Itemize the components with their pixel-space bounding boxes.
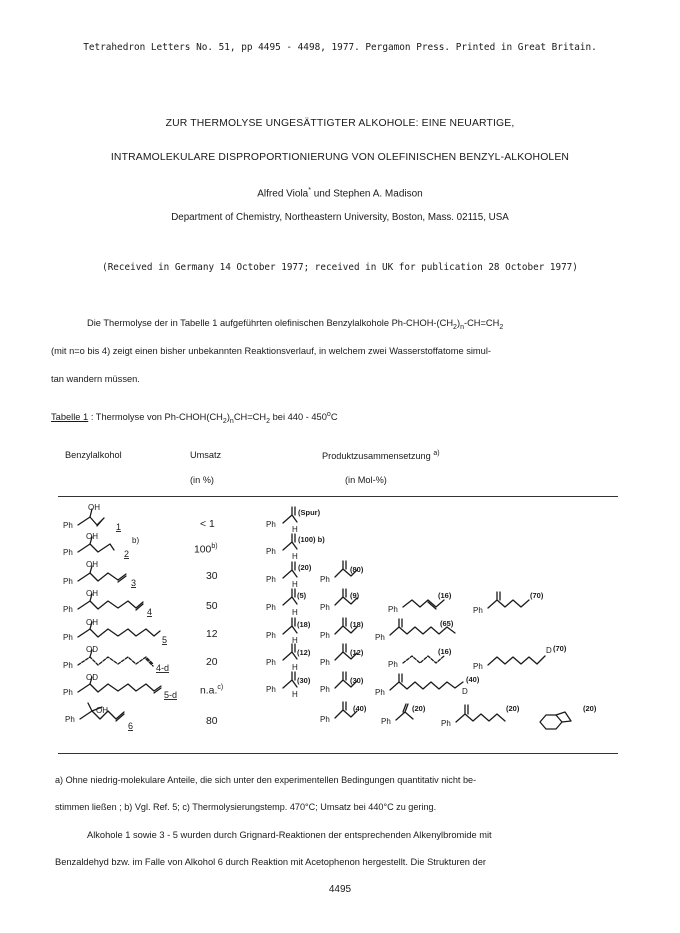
product-enone-row4 <box>488 592 529 608</box>
svg-text:Ph: Ph <box>320 603 330 612</box>
svg-text:H: H <box>292 580 298 589</box>
svg-text:Ph: Ph <box>375 633 385 642</box>
svg-text:Ph: Ph <box>266 547 276 556</box>
svg-text:H: H <box>292 608 298 617</box>
compound-number-2: 2 <box>124 549 130 559</box>
svg-text:Ph: Ph <box>388 605 398 614</box>
umsatz-5: 12 <box>206 629 218 640</box>
svg-text:Ph: Ph <box>266 575 276 584</box>
ph-label: Ph <box>63 521 73 530</box>
intro-line-2: (mit n=o bis 4) zeigt einen bisher unbekannten Reaktionsverlauf, in welchem zwei Wasserstoffatome simul- <box>51 346 491 356</box>
col-benzylalkohol: Benzylalkohol <box>65 450 122 460</box>
ph-label: Ph <box>63 548 73 557</box>
intro-line-1: Die Thermolyse der in Tabelle 1 aufgeführten olefinischen Benzylalkohole $Ph-CHOH-(CH_2)_n-CH=CH_2$ <box>87 318 504 331</box>
product-diene-row8 <box>456 705 505 722</box>
product-benzaldehyde-row4 <box>283 589 297 605</box>
col-umsatz-unit: (in %) <box>190 475 214 485</box>
journal-header: Tetrahedron Letters No. 51, pp 4495 - 4498, 1977. Pergamon Press. Printed in Great Britain. <box>83 42 597 53</box>
svg-text:Ph: Ph <box>320 715 330 724</box>
svg-text:Ph: Ph <box>266 631 276 640</box>
svg-text:D: D <box>546 646 552 655</box>
oh-label: OH <box>96 706 108 715</box>
umsatz-4d: 20 <box>206 657 218 668</box>
product-pct: (40) <box>353 704 367 713</box>
product-pct: (20) <box>298 563 312 572</box>
product-pct: (70) <box>553 644 567 653</box>
col-produkt: Produktzusammensetzung $^{a)}$ <box>322 450 440 462</box>
product-pct: (12) <box>297 648 311 657</box>
product-pct: (18) <box>350 620 364 629</box>
product-indane-row8 <box>540 712 571 729</box>
oh-label: OH <box>86 589 98 598</box>
svg-text:Ph: Ph <box>266 658 276 667</box>
product-pct: (16) <box>438 647 452 656</box>
ph-label: Ph <box>63 688 73 697</box>
product-pct: (70) <box>530 591 544 600</box>
svg-text:Ph: Ph <box>441 719 451 728</box>
product-pct: (9) <box>350 591 360 600</box>
corresponding-mark: * <box>308 187 311 194</box>
col-produkt-unit: (in Mol-%) <box>345 475 387 485</box>
ph-label: Ph <box>65 715 75 724</box>
closing-line-1: Alkohole 1 sowie 3 - 5 wurden durch Grignard-Reaktionen der entsprechenden Alkenylbromide mit <box>87 830 492 840</box>
page-number: 4495 <box>328 884 352 895</box>
product-diene-row4 <box>403 600 444 609</box>
product-benzaldehyde-row2 <box>283 534 297 550</box>
product-pct: (65) <box>440 619 454 628</box>
svg-text:D: D <box>462 687 468 696</box>
product-enone-row7 <box>390 674 463 690</box>
product-benzaldehyde-row7 <box>283 672 297 688</box>
compound-number-5: 5 <box>162 635 168 645</box>
umsatz-1: < 1 <box>200 519 215 530</box>
table-caption: Tabelle 1 : Thermolyse von $Ph-CHOH(CH_2)_nCH=CH_2$ bei 440 - 450$^o$C <box>51 411 338 425</box>
footnote-line-2: stimmen ließen ; b) Vgl. Ref. 5; c) Thermolysierungstemp. 470°C; Umsatz bei 440°C zu gering. <box>55 802 437 812</box>
footnote-line-1: a) Ohne niedrig-molekulare Anteile, die sich unter den experimentellen Bedingungen quantitativ nicht be- <box>55 775 477 785</box>
umsatz-4: 50 <box>206 601 218 612</box>
product-alkene-row8 <box>396 704 413 720</box>
svg-text:H: H <box>292 690 298 699</box>
umsatz-3: 30 <box>206 571 218 582</box>
svg-text:Ph: Ph <box>381 717 391 726</box>
compound-number-3: 3 <box>131 578 137 588</box>
product-pct: (20) <box>412 704 426 713</box>
oh-label: OH <box>86 618 98 627</box>
intro-line-3: tan wandern müssen. <box>51 374 140 384</box>
product-benzaldehyde-row6 <box>283 644 297 660</box>
svg-text:Ph: Ph <box>266 520 276 529</box>
compound-number-6: 6 <box>128 721 134 731</box>
product-enone-row6 <box>488 656 545 665</box>
product-pct: (30) <box>350 676 364 685</box>
product-pct: (100) b) <box>298 535 325 544</box>
oh-label: OH <box>86 532 98 541</box>
od-label: OD <box>86 673 98 682</box>
oh-label: OH <box>86 560 98 569</box>
ph-label: Ph <box>63 661 73 670</box>
compound-number-4: 4 <box>147 607 153 617</box>
product-pct: (20) <box>506 704 520 713</box>
product-benzaldehyde-row1 <box>283 507 297 523</box>
umsatz-6: 80 <box>206 716 218 727</box>
oh-label: OH <box>88 503 100 512</box>
compound-2-note: b) <box>132 536 140 545</box>
od-label: OD <box>86 645 98 654</box>
table-label: Tabelle 1 <box>51 412 89 423</box>
received-dates: (Received in Germany 14 October 1977; received in UK for publication 28 October 1977) <box>102 262 578 273</box>
svg-text:H: H <box>292 636 298 645</box>
svg-text:H: H <box>292 552 298 561</box>
svg-text:Ph: Ph <box>266 685 276 694</box>
col-umsatz: Umsatz <box>190 450 222 460</box>
product-pct: (80) <box>350 565 364 574</box>
ph-label: Ph <box>63 577 73 586</box>
product-pct: (40) <box>466 675 480 684</box>
closing-line-2: Benzaldehyd bzw. im Falle von Alkohol 6 durch Reaktion mit Acetophenon hergestellt. Die Strukturen der <box>55 857 486 867</box>
product-pct: (12) <box>350 648 364 657</box>
svg-text:Ph: Ph <box>320 658 330 667</box>
product-pct: (20) <box>583 704 597 713</box>
product-pct: (Spur) <box>298 508 321 517</box>
compound-number-4d: 4-d <box>156 663 170 673</box>
product-benzaldehyde-row5 <box>283 618 297 634</box>
svg-text:Ph: Ph <box>266 603 276 612</box>
title-line-2: INTRAMOLEKULARE DISPROPORTIONIERUNG VON OLEFINISCHEN BENZYL-ALKOHOLEN <box>110 152 570 163</box>
compound-number-5d: 5-d <box>164 690 178 700</box>
product-pct: (5) <box>297 591 307 600</box>
author-1: Alfred Viola <box>257 188 309 200</box>
compound-number-1: 1 <box>116 522 122 532</box>
author-2: und Stephen A. Madison <box>313 188 423 200</box>
product-pct: (16) <box>438 591 452 600</box>
svg-text:Ph: Ph <box>320 685 330 694</box>
svg-text:Ph: Ph <box>473 606 483 615</box>
product-diene-row6 <box>403 656 444 663</box>
ph-label: Ph <box>63 633 73 642</box>
affiliation: Department of Chemistry, Northeastern University, Boston, Mass. 02115, USA <box>171 212 509 223</box>
svg-text:Ph: Ph <box>375 688 385 697</box>
umsatz-5d: n.a.$^{c)}$ <box>200 684 224 697</box>
title-line-1: ZUR THERMOLYSE UNGESÄTTIGTER ALKOHOLE: EINE NEUARTIGE, <box>165 118 515 129</box>
product-benzaldehyde-row3 <box>283 562 297 578</box>
svg-text:Ph: Ph <box>320 575 330 584</box>
svg-text:Ph: Ph <box>320 631 330 640</box>
svg-text:Ph: Ph <box>388 660 398 669</box>
umsatz-2: 100$^{b)}$ <box>194 543 218 556</box>
svg-text:H: H <box>292 525 298 534</box>
product-pct: (30) <box>297 676 311 685</box>
product-pct: (18) <box>297 620 311 629</box>
ph-label: Ph <box>63 605 73 614</box>
svg-text:H: H <box>292 663 298 672</box>
svg-text:Ph: Ph <box>473 662 483 671</box>
